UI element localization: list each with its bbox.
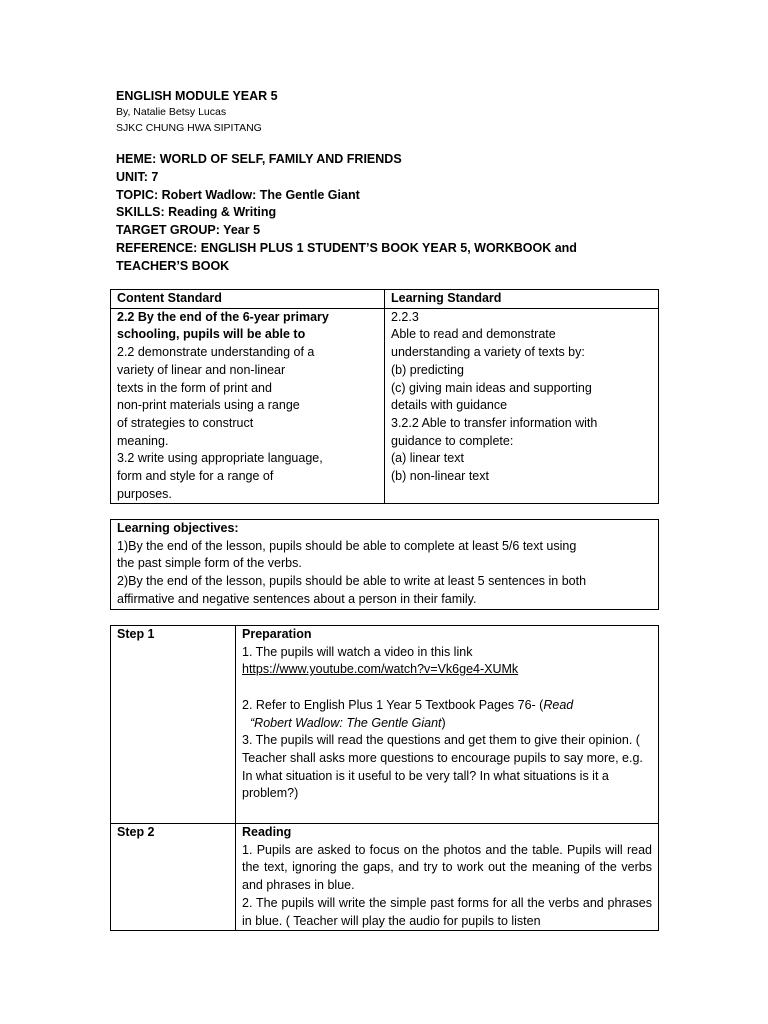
content-standard-cell [111,308,385,504]
standards-table [110,289,659,504]
step-2-item-2: 2. The pupils will write the simple past forms for all the verbs and phrases in blue. ( Teacher will play the audio for pupils to listen [242,895,652,928]
video-link[interactable]: https://www.youtube.com/watch?v=Vk6ge4-XUMk [242,662,519,677]
item-2-close: ) [441,715,446,730]
content-standard-line: of strategies to construct [117,415,254,430]
content-standard-line: variety of linear and non-linear [117,362,286,377]
step-1-item-2 [242,697,652,715]
objective-line: 2)By the end of the lesson, pupils should be able to write at least 5 sentences in both [117,574,587,589]
author-line: By, Natalie Betsy Lucas [116,106,227,118]
objective-line: the past simple form of the verbs. [117,556,302,571]
learning-standard-line: (c) giving main ideas and supporting [391,380,592,395]
step-1-item-1: 1. The pupils will watch a video in this link [242,644,473,659]
learning-standard-line: 2.2.3 [391,309,419,324]
learning-standard-line: details with guidance [391,398,508,413]
item-2-text: 2. Refer to English Plus 1 Year 5 Textbook Pages 76- ( [242,697,544,712]
objectives-heading: Learning objectives: [117,521,239,535]
learning-standard-line: 3.2.2 Able to transfer information with [391,415,598,430]
step-1-label: Step 1 [111,626,236,824]
target-group-line: TARGET GROUP: Year 5 [116,223,261,238]
content-standard-line: meaning. [117,433,169,448]
module-title: ENGLISH MODULE YEAR 5 [116,89,278,103]
content-standard-line: purposes. [117,486,172,501]
learning-standard-line: (b) non-linear text [391,469,489,484]
school-line: SJKC CHUNG HWA SIPITANG [116,122,262,134]
content-standard-bold: 2.2 By the end of the 6-year primary [117,309,329,324]
content-standard-line: texts in the form of print and [117,380,272,395]
learning-standard-line: (a) linear text [391,451,464,466]
learning-standard-line: guidance to complete: [391,433,514,448]
learning-standard-line: (b) predicting [391,362,464,377]
content-standard-bold: schooling, pupils will be able to [117,327,306,342]
content-standard-line: 2.2 demonstrate understanding of a [117,345,315,360]
objective-line: affirmative and negative sentences about a person in their family. [117,591,477,606]
objectives-cell [111,520,659,610]
objectives-table [110,519,659,610]
objective-line: 1)By the end of the lesson, pupils should be able to complete at least 5/6 text using [117,538,577,553]
reference-line: REFERENCE: ENGLISH PLUS 1 STUDENT’S BOOK YEAR 5, WORKBOOK and [116,240,577,255]
learning-standard-header: Learning Standard [385,290,659,309]
item-2-italic: Read [543,697,574,712]
topic-line: TOPIC: Robert Wadlow: The Gentle Giant [116,187,360,202]
lesson-meta [116,151,676,276]
learning-standard-line: Able to read and demonstrate [391,327,556,342]
step-1-heading: Preparation [242,627,312,641]
step-1-item-3: 3. The pupils will read the questions and get them to give their opinion. ( Teacher shall asks more questions to encourage pupils to say more, e.g. In what situation is it useful to be very tall? In what situations is it a problem?) [242,733,643,801]
theme-line: HEME: WORLD OF SELF, FAMILY AND FRIENDS [116,152,402,166]
item-2-book-title: “Robert Wadlow: The Gentle Giant [250,715,442,730]
spacer [242,679,652,697]
step-2-label: Step 2 [111,824,236,931]
learning-standard-cell [385,308,659,504]
reference-line-cont: TEACHER’S BOOK [116,258,230,273]
content-standard-header: Content Standard [111,290,385,309]
steps-table [110,625,659,931]
content-standard-line: 3.2 write using appropriate language, [117,451,323,466]
learning-standard-line: understanding a variety of texts by: [391,345,585,360]
step-2-body [236,824,659,931]
content-standard-line: non-print materials using a range [117,398,300,413]
unit-line: UNIT: 7 [116,169,159,184]
step-1-body [236,626,659,824]
step-2-item-1: 1. Pupils are asked to focus on the photos and the table. Pupils will read the text, ignoring the gaps, and try to work out the meaning of the verbs and phrases in blue. [242,842,652,893]
step-2-heading: Reading [242,825,292,839]
step-1-item-2-cont [242,715,652,733]
content-standard-line: form and style for a range of [117,469,274,484]
skills-line: SKILLS: Reading & Writing [116,205,277,220]
